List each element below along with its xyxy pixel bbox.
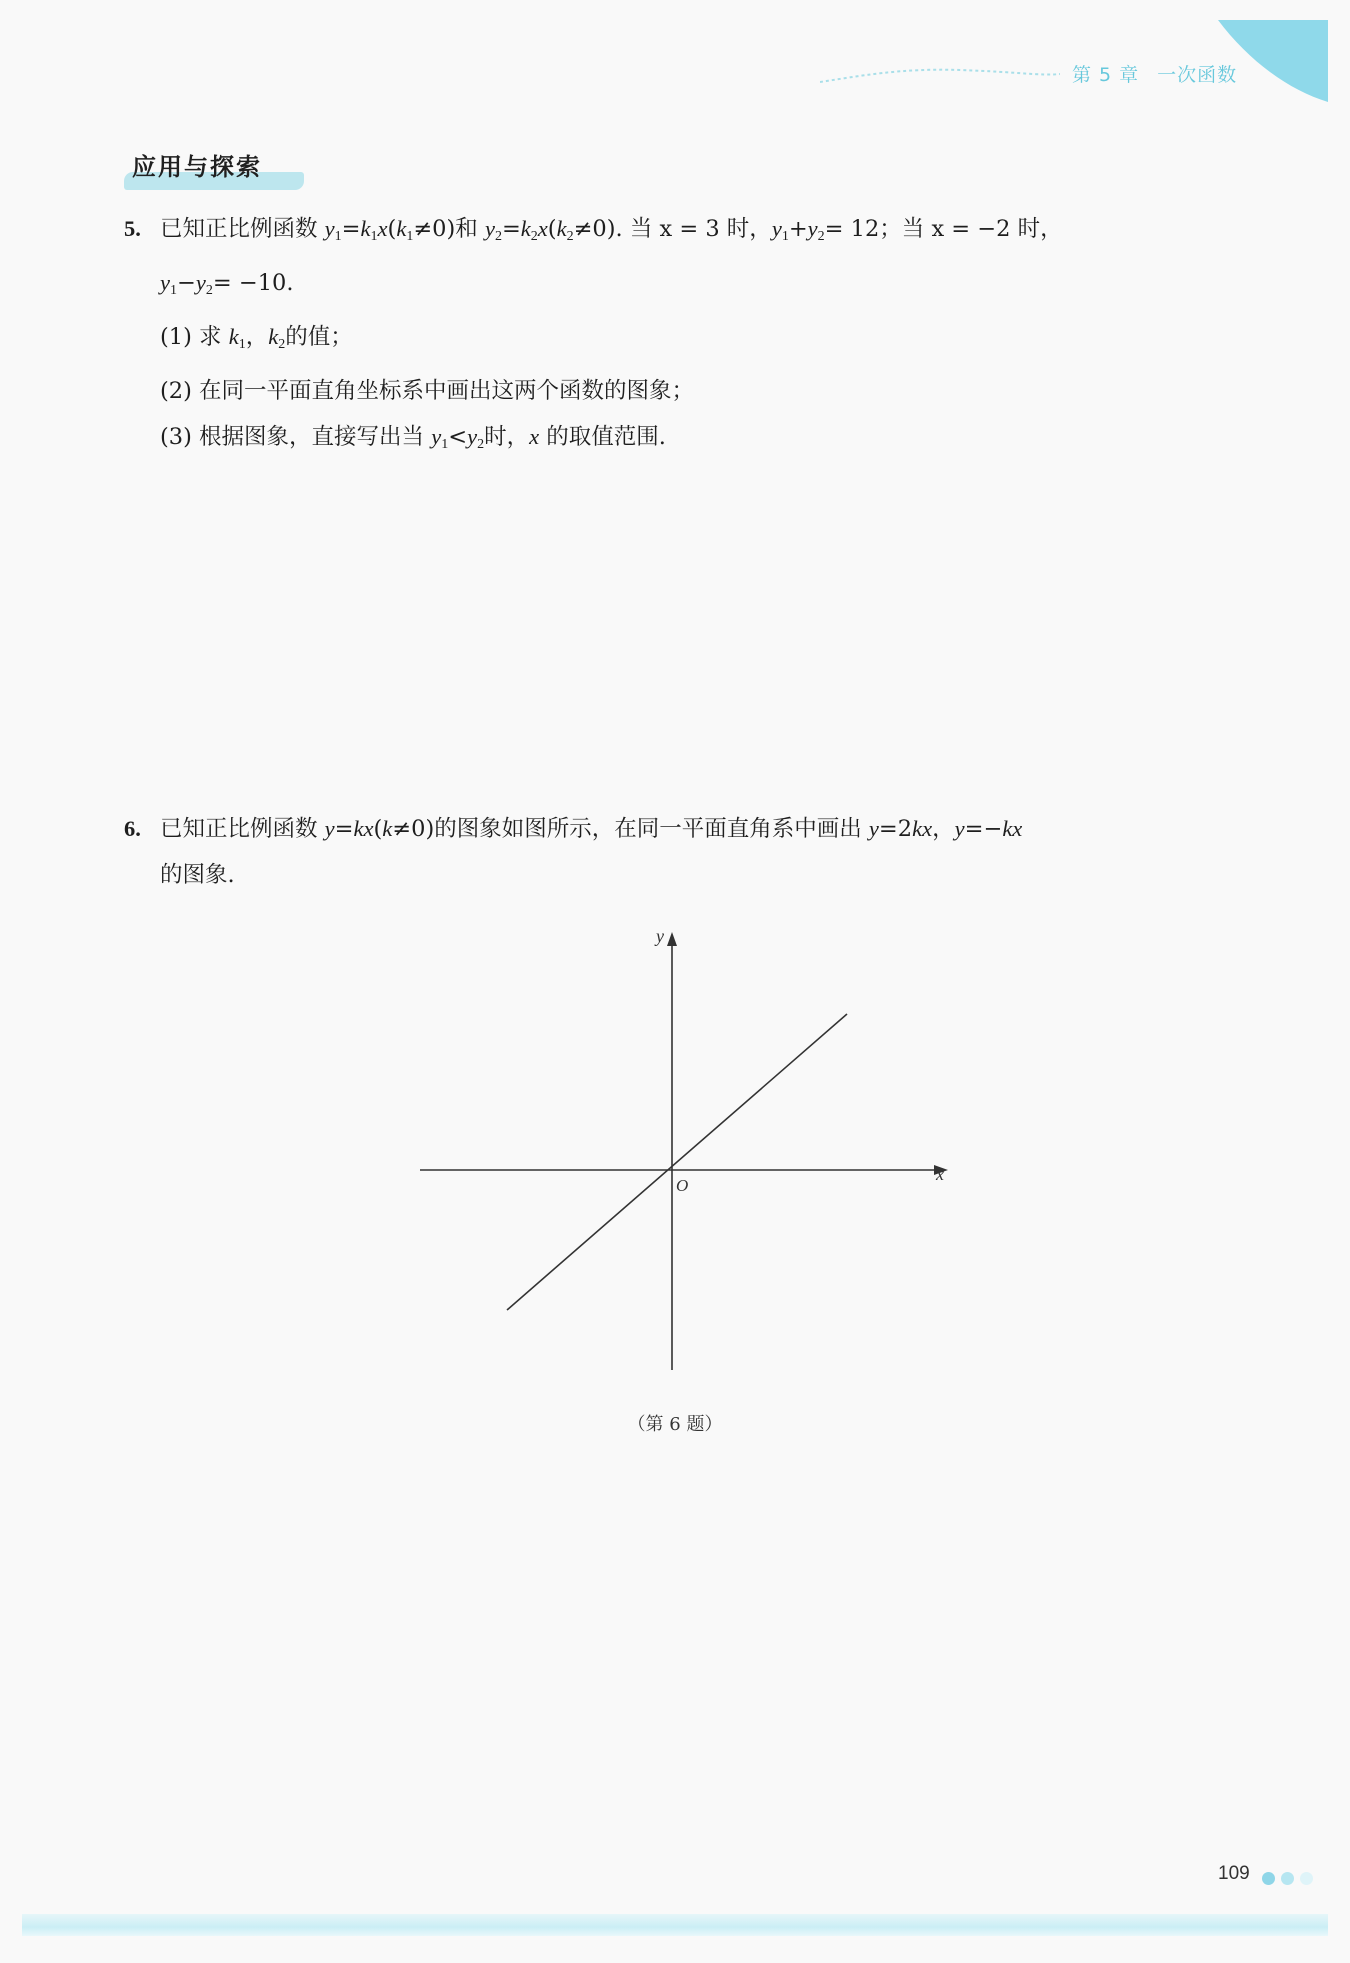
chapter-title: 一次函数 [1157,64,1238,86]
line-y-kx [507,1014,847,1310]
figure-caption: （第 6 题） [627,1414,723,1435]
page-number-dots [1262,1868,1319,1887]
origin-label: O [676,1176,689,1195]
problem-6-graph [420,930,960,1380]
section-heading [124,150,262,194]
header-wave-decoration [820,62,1060,88]
x-axis-label: x [936,1164,944,1184]
problem-5-statement-cont: $y_1-y_2= -10$. [160,270,294,298]
dot-decoration [1300,1872,1313,1885]
dot-decoration [1262,1872,1275,1885]
y-axis-label: y [656,930,664,946]
y-axis-arrow [667,932,677,946]
problem-6-number: 6. [124,816,141,841]
footer-band-decoration [22,1914,1328,1936]
problem-6 [124,806,1022,898]
section-title: 应用与探索 [132,153,262,181]
corner-tab-decoration [1218,20,1328,102]
problem-5-part-2: (2) 在同一平面直角坐标系中画出这两个函数的图象； [160,378,695,404]
problem-6-statement-cont: 的图象. [160,862,235,888]
chapter-number: 第 5 章 [1072,64,1140,86]
page-number: 109 [1218,1863,1250,1884]
problem-5-part-1: (1) 求 $k_1$，$k_2$的值； [160,324,353,352]
problem-5-part-3: (3) 根据图象，直接写出当 $y_1<y_2$时，x 的取值范围. [160,424,666,452]
problem-6-statement: 6. 已知正比例函数 y=kx(k≠0)的图象如图所示，在同一平面直角系中画出 y=2kx，y=−kx [124,806,1022,852]
problem-5-statement: 5. 已知正比例函数 $y_1=k_1x(k_1\ne 0)$和 $y_2=k_2x(k_2\ne 0)$. 当 x = 3 时，$y_1+y_2= 12$；当 x = −2 时， [124,206,1063,260]
dot-decoration [1281,1872,1294,1885]
problem-5 [124,206,1063,468]
problem-5-number: 5. [124,216,141,241]
